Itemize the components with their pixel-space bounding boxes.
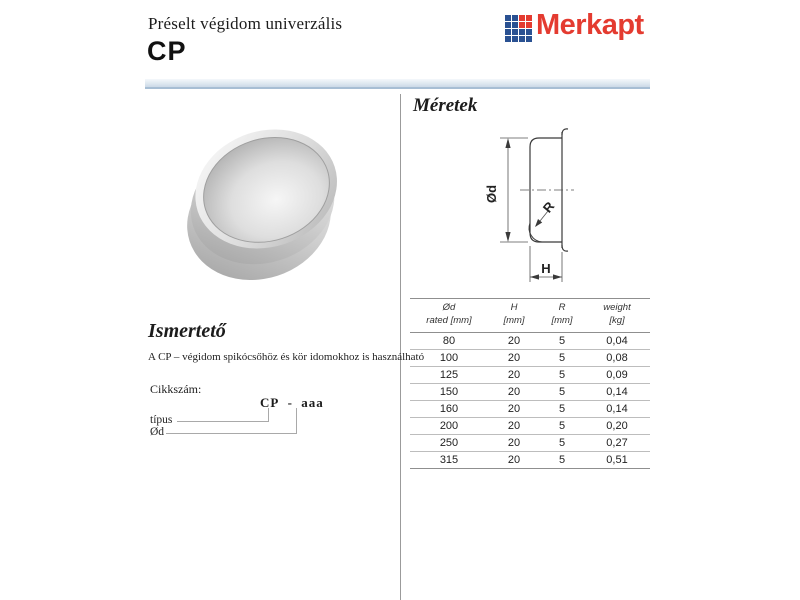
table-row: 125 20 5 0,09	[410, 366, 650, 383]
table-row: 315 20 5 0,51	[410, 451, 650, 468]
dimensions-heading: Méretek	[413, 95, 478, 116]
dimensions-table	[410, 298, 650, 469]
article-number-label: Cikkszám:	[150, 382, 202, 396]
table-row: 200 20 5 0,20	[410, 417, 650, 434]
arrow-down	[505, 232, 510, 242]
product-code-title: CP	[147, 36, 187, 66]
product-photo-end-cap	[180, 103, 355, 298]
legend-connector-diameter	[166, 408, 297, 434]
height-dim-label: H	[541, 261, 551, 276]
legend-diameter-label: Ød	[150, 426, 165, 438]
article-code-type: CP	[260, 395, 280, 410]
column-separator	[400, 94, 401, 600]
col-header-height: H [mm]	[503, 302, 525, 326]
page-subtitle: Préselt végidom univerzális	[148, 14, 343, 33]
col-header-weight: weight [kg]	[603, 302, 631, 326]
cap-technical-drawing	[478, 118, 628, 293]
logo-grid-icon	[505, 15, 532, 42]
diameter-dim-label: Ød	[484, 184, 499, 204]
article-code-size: aaa	[301, 395, 324, 410]
arrow-left	[530, 274, 539, 279]
table-row: 100 20 5 0,08	[410, 349, 650, 366]
article-code-separator: -	[287, 395, 293, 410]
arrow-right	[553, 274, 562, 279]
table-row: 160 20 5 0,14	[410, 400, 650, 417]
table-row: 80 20 5 0,04	[442, 334, 628, 347]
header-gradient-rule	[145, 79, 650, 89]
table-header-row	[410, 299, 650, 333]
cap-rim-curl-top	[562, 129, 568, 135]
description-heading: Ismertető	[148, 320, 226, 342]
description-text: A CP – végidom spikócsőhöz és kör idomokhoz is használható	[148, 351, 425, 363]
col-header-diameter: Ød rated [mm]	[426, 302, 472, 326]
merkapt-logo	[505, 9, 644, 42]
radius-dim-label: R	[539, 198, 558, 216]
table-row: 250 20 5 0,27	[410, 434, 650, 451]
table-row: 150 20 5 0,14	[410, 383, 650, 400]
cap-rim-curl-bottom	[562, 245, 568, 251]
logo-wordmark: Merkapt	[536, 9, 644, 41]
col-header-radius: R [mm]	[551, 302, 573, 326]
arrow-up	[505, 138, 510, 148]
legend-type-label: típus	[150, 414, 173, 426]
